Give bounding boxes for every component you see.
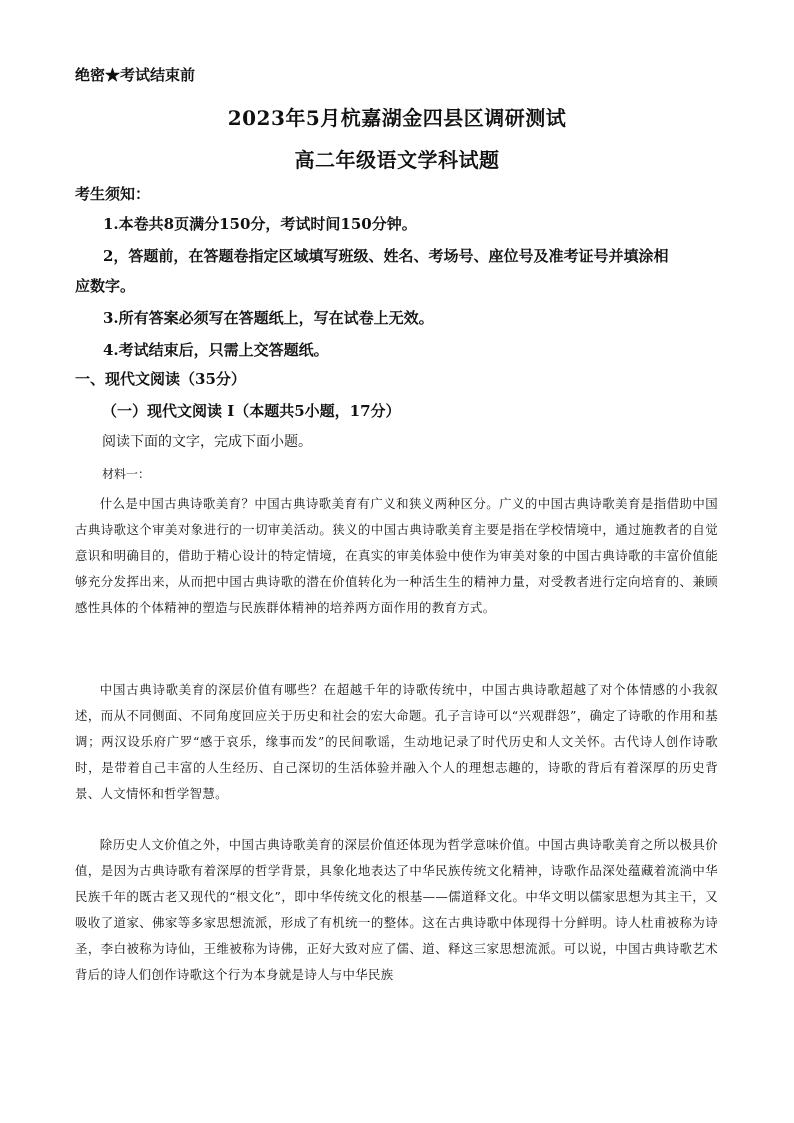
subsection-heading: （一）现代文阅读 I（本题共5小题，17分） — [102, 402, 401, 420]
exam-title: 2023年5月杭嘉湖金四县区调研测试 — [227, 106, 567, 130]
notice-rule-4: 4.考试结束后，只需上交答题纸。 — [103, 341, 329, 359]
paragraph-text: 中国古典诗歌美育的深层价值有哪些？在超越千年的诗歌传统中，中国古典诗歌超越了对个体情感的小我叙述，而从不同侧面、不同角度回应关于历史和社会的宏大命题。孔子言诗可以“兴观群怨”，确定了诗歌的作用和基调；两汉设乐府广罗“感于哀乐，缘事而发”的民间歌谣，生动地记录了时代历史和人文关怀。古代诗人创作诗歌时，是带着自己丰富的人生经历、自己深切的生活体验并融入个人的理想志趣的，诗歌的背后有着深厚的历史背景、人文情怀和哲学智慧。 — [75, 682, 718, 801]
paragraph-3 — [75, 832, 718, 987]
exam-subtitle: 高二年级语文学科试题 — [294, 148, 500, 172]
notice-rule-3: 3.所有答案必须写在答题纸上，写在试卷上无效。 — [103, 309, 434, 327]
notice-rule-2-continued: 应数字。 — [75, 277, 136, 295]
reading-instruction: 阅读下面的文字，完成下面小题。 — [102, 434, 312, 450]
paragraph-text: 什么是中国古典诗歌美育？中国古典诗歌美育有广义和狭义两种区分。广义的中国古典诗歌美育是指借助中国古典诗歌这个审美对象进行的一切审美活动。狭义的中国古典诗歌美育主要是指在学校情境中，通过施教者的自觉意识和明确目的，借助于精心设计的特定情境，在真实的审美体验中使作为审美对象的中国古典诗歌的丰富价值能够充分发挥出来，从而把中国古典诗歌的潜在价值转化为一种活生生的精神力量，对受教者进行定向培育的、兼顾感性具体的个体精神的塑造与民族群体精神的培养两方面作用的教育方式。 — [75, 496, 718, 615]
notice-rule-2: 2，答题前，在答题卷指定区域填写班级、姓名、考场号、座位号及准考证号并填涂相 — [103, 247, 669, 265]
paragraph-1 — [75, 491, 718, 621]
material-label: 材料一： — [102, 467, 151, 481]
confidential-mark: 绝密★考试结束前 — [75, 66, 196, 84]
notice-rule-1: 1.本卷共8页满分150分，考试时间150分钟。 — [103, 215, 417, 233]
paragraph-2 — [75, 677, 718, 807]
section-heading: 一、现代文阅读（35分） — [75, 370, 246, 388]
paragraph-text: 除历史人文价值之外，中国古典诗歌美育的深层价值还体现为哲学意味价值。中国古典诗歌美育之所以极具价值，是因为古典诗歌有着深厚的哲学背景，具象化地表达了中华民族传统文化精神，诗歌作品深处蕴藏着流淌中华民族千年的既古老又现代的“根文化”，即中华传统文化的根基——儒道释文化。中华文明以儒家思想为其主干，又吸收了道家、佛家等多家思想流派，形成了有机统一的整体。这在古典诗歌中体现得十分鲜明。诗人杜甫被称为诗圣，李白被称为诗仙，王维被称为诗佛，正好大致对应了儒、道、释这三家思想流派。可以说，中国古典诗歌艺术背后的诗人们创作诗歌这个行为本身就是诗人与中华民族 — [75, 837, 718, 982]
notice-heading: 考生须知： — [75, 185, 151, 203]
